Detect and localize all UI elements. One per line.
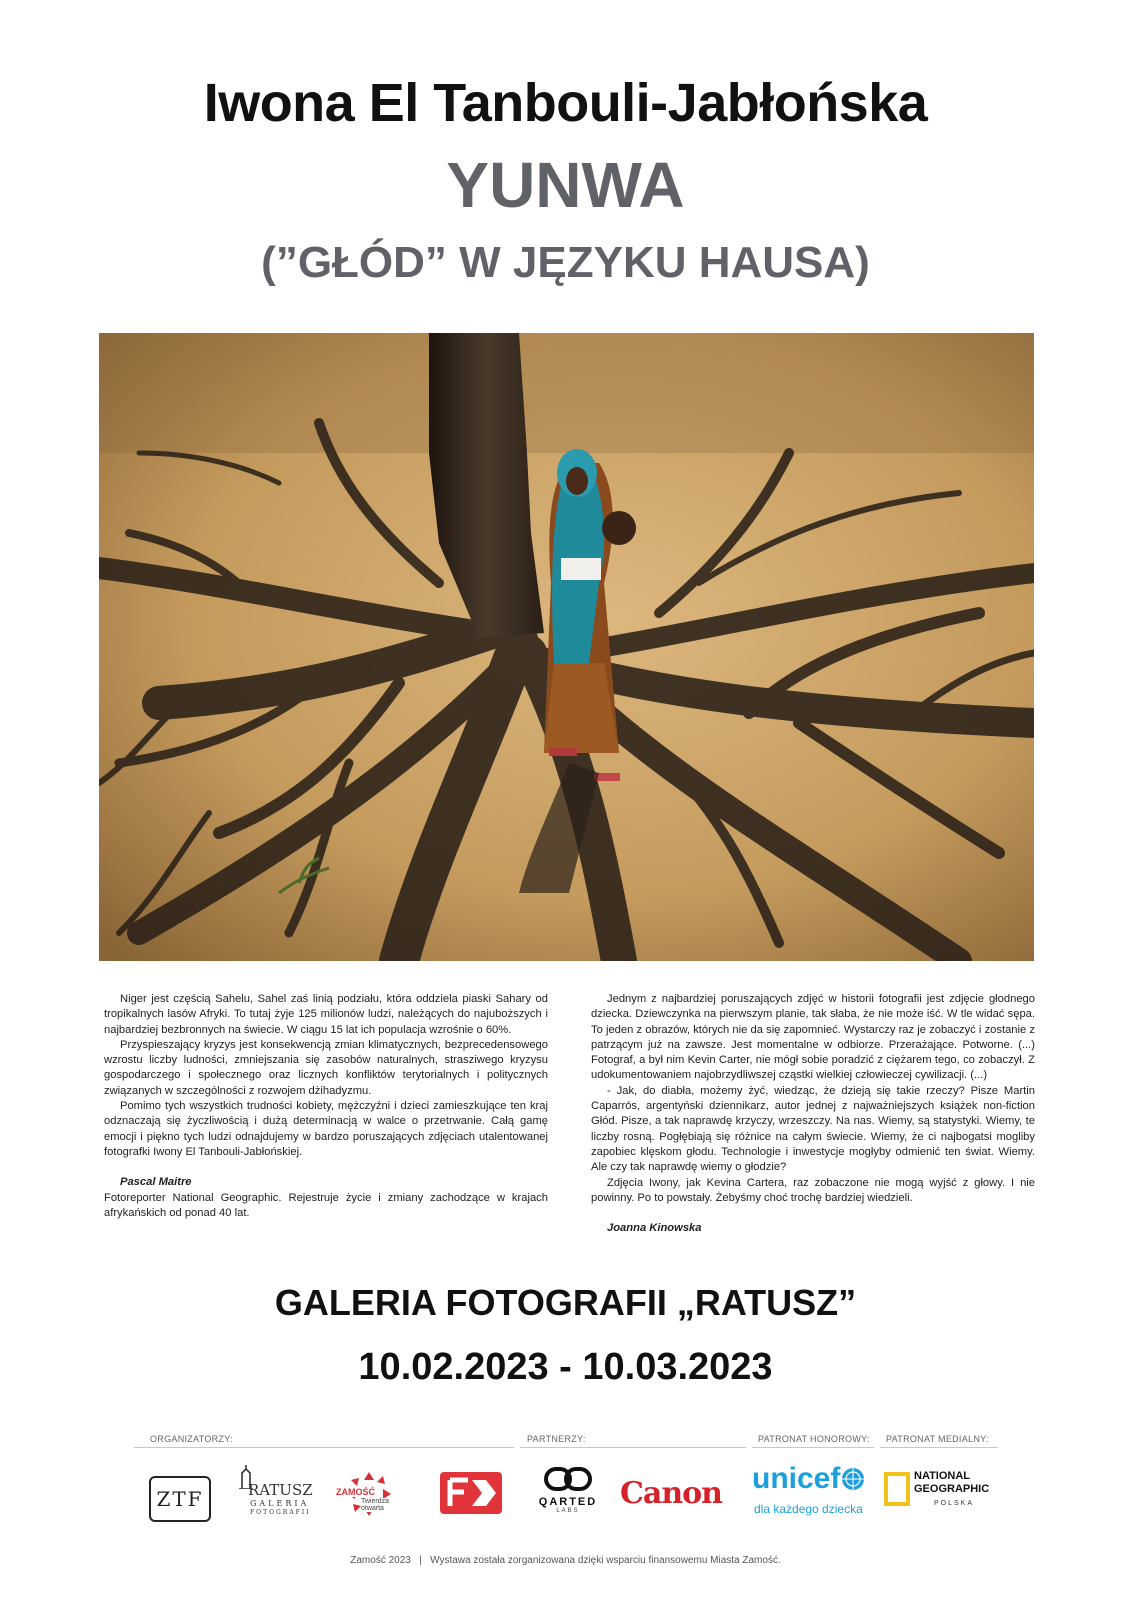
unicef-globe-icon (840, 1466, 866, 1492)
category-media: PATRONAT MEDIALNY: (886, 1434, 989, 1444)
f-arrow-icon (440, 1472, 502, 1514)
exhibition-dates: 10.02.2023 - 10.03.2023 (358, 1346, 773, 1388)
divider (134, 1447, 514, 1448)
ztf-logo: ZTF (149, 1476, 211, 1522)
national-geographic-logo: NATIONAL GEOGRAPHIC POLSKA (884, 1470, 1004, 1518)
gallery-name: GALERIA FOTOGRAFII „RATUSZ” (274, 1282, 857, 1323)
exhibition-photo (99, 333, 1034, 961)
f-arrow-logo (440, 1472, 502, 1514)
exhibition-subtitle: (”GŁÓD” W JĘZYKU HAUSA) (261, 238, 870, 287)
paragraph: Pomimo tych wszystkich trudności kobiety, mężczyźni i dzieci zamieszkujące ten kraj odznaczają się życzliwością i dużą determinacją w walce o przetrwanie. Całą gamę emocji i piękno tych ludzi odnajdujemy w bardzo poruszających zdjęciach utalentowanej fotografki Iwony El Tanbouli-Jabłońskiej. (104, 1100, 548, 1158)
canon-logo: Canon (620, 1476, 722, 1511)
author-bio: Fotoreporter National Geographic. Rejestruje życie i zmiany zachodzące w krajach afrykańskich od ponad 40 lat. (104, 1191, 548, 1219)
text-column-right (591, 992, 1035, 1236)
qarted-rings-icon (543, 1466, 593, 1492)
divider (520, 1447, 746, 1448)
ratusz-logo: RATUSZ GALERIA FOTOGRAFII (234, 1465, 314, 1520)
unicef-logo: unicef dla każdego dziecka (752, 1462, 867, 1522)
qarted-logo: QARTED LABS (533, 1466, 603, 1526)
text-column-left (104, 992, 548, 1221)
divider (752, 1447, 874, 1448)
paragraph: Przyspieszający kryzys jest konsekwencją zmian klimatycznych, bezprecedensowego wzrostu liczby ludności, zmniejszania się zasobów naturalnych, strasziwego kryzysu gospodarczego i społecznego oraz licznych konfliktów terytorialnych i politycznych związanych w szczególności z rozwojem dżihadyzmu. (104, 1038, 548, 1097)
footer-note: Zamość 2023 | Wystawa została zorganizowana dzięki wsparciu finansowemu Miasta Zamość. (350, 1555, 781, 1566)
paragraph: Zdjęcia Iwony, jak Kevina Cartera, raz zobaczone nie mogą wyjść z głowy. I nie powinny. Po to powstały. Żebyśmy choć trochę bardziej wiedzieli. (591, 1176, 1035, 1204)
signature-pascal-maitre: Pascal Maitre (120, 1176, 192, 1189)
paragraph: - Jak, do diabła, możemy żyć, wiedząc, że dzieją się takie rzeczy? Pisze Martin Caparrós, argentyński dziennikarz, autor jednej z najważniejszych książek non-fiction Głód. Pisze, a tak naprawdę krzyczy, wrzeszczy. Na nas. Wiemy, są statystyki. Wiemy, te liczby rosną. Pogłębiają się różnice na całym świecie. Wiemy, że ci najbogatsi mogliby zapobiec klęskom głodu. Technologie i inwestycje mogłyby odmienić ten świat. Wiemy. Ale czy tak naprawdę wiemy o głodzie? (591, 1084, 1035, 1174)
divider (880, 1447, 998, 1448)
exhibition-title: YUNWA (446, 149, 685, 221)
paragraph: Jednym z najbardziej poruszających zdjęć w historii fotografii jest zdjęcie głodnego dziecka. Dziewczynka na pierwszym planie, tak słaba, że nie może iść. W tle widać sępa. To jeden z obrazów, których nie da się zapomnieć. Wystarczy raz je zobaczyć i zostanie z patrzącym już na zawsze. Jest momentalne w odbiorze. Przerażające. Potworne. (...) Fotograf, a był nim Kevin Carter, nie mógł sobie poradzić z ciężarem tego, co zobaczył. Z udokumentowaniem najobrzydliwszej cząstki wielkiej człowieczej cywilizacji. (...) (591, 993, 1035, 1082)
signature-joanna-kinowska: Joanna Kinowska (607, 1222, 702, 1235)
zamosc-logo: ZAMOŚĆ Twierdza otwarta (335, 1470, 410, 1520)
photo-illustration (99, 333, 1034, 961)
paragraph: Niger jest częścią Sahelu, Sahel zaś linią podziału, która oddziela piaski Sahary od tropikalnych lasów Afryki. To tutaj żyje 125 milionów ludzi, należących do najuboższych i najbardziej bezbronnych na świecie. W ciągu 15 lat ich populacja wzrośnie o 60%. (104, 993, 548, 1036)
category-organizers: ORGANIZATORZY: (150, 1434, 233, 1444)
natgeo-frame-icon (884, 1472, 910, 1506)
category-partners: PARTNERZY: (527, 1434, 586, 1444)
category-honorary: PATRONAT HONOROWY: (758, 1434, 870, 1444)
author-name: Iwona El Tanbouli-Jabłońska (203, 73, 928, 133)
